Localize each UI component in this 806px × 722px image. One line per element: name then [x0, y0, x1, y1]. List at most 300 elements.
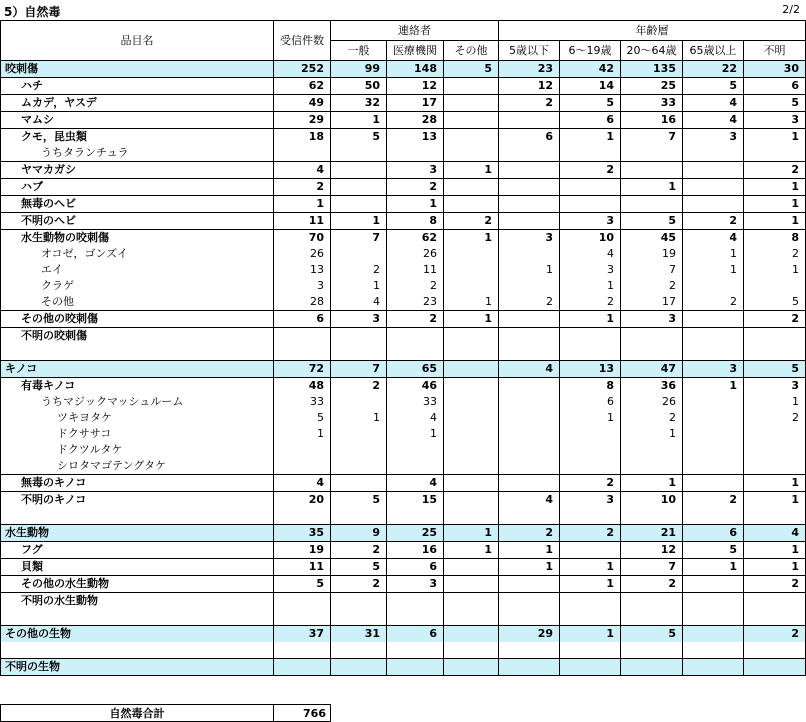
- row-value: [683, 196, 744, 213]
- row-label: フグ: [1, 542, 274, 559]
- col-header-contact-other: その他: [444, 41, 499, 61]
- total-row: [1, 705, 331, 722]
- row-value: [621, 642, 683, 659]
- row-label: うちマジックマッシュルーム: [1, 394, 274, 410]
- row-value: 4: [499, 361, 560, 378]
- row-value: [387, 458, 444, 475]
- table-row: [1, 311, 806, 328]
- row-value: [683, 278, 744, 294]
- row-value: [331, 609, 387, 626]
- row-value: [499, 179, 560, 196]
- row-value: [444, 410, 499, 426]
- row-label: [1, 609, 274, 626]
- row-value: [331, 196, 387, 213]
- row-value: 5: [744, 95, 806, 112]
- row-value: 6: [274, 311, 331, 328]
- row-value: [274, 609, 331, 626]
- row-value: 6: [683, 525, 744, 542]
- row-value: 1: [621, 179, 683, 196]
- row-value: 26: [274, 246, 331, 262]
- row-value: 1: [387, 196, 444, 213]
- row-value: 1: [744, 542, 806, 559]
- row-value: 1: [499, 542, 560, 559]
- row-value: 7: [621, 129, 683, 146]
- table-row: [1, 642, 806, 659]
- row-value: [621, 145, 683, 162]
- row-value: [274, 659, 331, 676]
- row-value: 35: [274, 525, 331, 542]
- row-value: [744, 508, 806, 525]
- row-value: [387, 609, 444, 626]
- row-label: 不明のヘビ: [1, 213, 274, 230]
- row-value: [444, 145, 499, 162]
- row-value: [331, 179, 387, 196]
- row-value: [274, 145, 331, 162]
- table-row: [1, 162, 806, 179]
- table-row: [1, 196, 806, 213]
- row-value: 42: [560, 61, 621, 78]
- row-value: 1: [560, 559, 621, 576]
- row-label: その他: [1, 294, 274, 311]
- row-label: その他の水生動物: [1, 576, 274, 593]
- row-value: 2: [331, 576, 387, 593]
- row-value: [560, 328, 621, 345]
- row-value: 7: [331, 230, 387, 247]
- header-row-1: [1, 21, 806, 41]
- row-value: 3: [560, 213, 621, 230]
- row-value: 8: [560, 378, 621, 395]
- row-value: [683, 344, 744, 361]
- row-value: [499, 609, 560, 626]
- table-row: [1, 61, 806, 78]
- row-value: [499, 246, 560, 262]
- row-value: [560, 426, 621, 442]
- row-value: 1: [560, 129, 621, 146]
- row-value: 4: [744, 525, 806, 542]
- row-value: [499, 394, 560, 410]
- row-value: [274, 458, 331, 475]
- row-value: [444, 394, 499, 410]
- table-row: [1, 626, 806, 643]
- row-value: [683, 145, 744, 162]
- row-value: [621, 162, 683, 179]
- row-value: 5: [683, 542, 744, 559]
- table-row: [1, 378, 806, 395]
- row-value: [499, 213, 560, 230]
- row-value: [387, 659, 444, 676]
- row-value: [331, 508, 387, 525]
- row-value: 28: [387, 112, 444, 129]
- row-value: [331, 145, 387, 162]
- row-value: [387, 642, 444, 659]
- row-value: 1: [744, 213, 806, 230]
- row-label: 咬刺傷: [1, 61, 274, 78]
- row-value: 10: [621, 492, 683, 509]
- row-value: 3: [744, 378, 806, 395]
- row-value: 2: [499, 95, 560, 112]
- row-value: 1: [499, 262, 560, 278]
- row-value: 3: [744, 112, 806, 129]
- row-label: ハブ: [1, 179, 274, 196]
- row-value: [621, 442, 683, 458]
- table-row: [1, 593, 806, 610]
- row-value: 1: [683, 378, 744, 395]
- total-label: 自然毒合計: [1, 705, 274, 722]
- row-label: 貝類: [1, 559, 274, 576]
- row-value: 1: [744, 196, 806, 213]
- col-header-count: 受信件数: [274, 21, 331, 61]
- row-value: [744, 278, 806, 294]
- col-header-age-65plus: 65歳以上: [683, 41, 744, 61]
- row-value: 62: [274, 78, 331, 95]
- row-value: 2: [744, 576, 806, 593]
- row-value: [560, 609, 621, 626]
- row-value: [444, 426, 499, 442]
- row-label: 不明の水生動物: [1, 593, 274, 610]
- row-label: シロタマゴテングタケ: [1, 458, 274, 475]
- row-value: 4: [274, 162, 331, 179]
- row-value: 2: [331, 542, 387, 559]
- row-value: [387, 344, 444, 361]
- row-value: 1: [444, 294, 499, 311]
- row-value: 2: [560, 525, 621, 542]
- row-value: 3: [331, 311, 387, 328]
- row-value: 2: [560, 162, 621, 179]
- table-row: [1, 559, 806, 576]
- table-row: [1, 230, 806, 247]
- row-value: [387, 442, 444, 458]
- row-value: 7: [621, 262, 683, 278]
- row-value: 2: [387, 278, 444, 294]
- row-value: 45: [621, 230, 683, 247]
- row-value: 2: [744, 311, 806, 328]
- row-label: ドクツルタケ: [1, 442, 274, 458]
- row-value: [331, 426, 387, 442]
- row-value: [560, 196, 621, 213]
- row-value: 28: [274, 294, 331, 311]
- table-row: [1, 95, 806, 112]
- row-value: [683, 458, 744, 475]
- row-value: 47: [621, 361, 683, 378]
- row-value: [560, 442, 621, 458]
- col-header-age-6-19: 6～19歳: [560, 41, 621, 61]
- row-value: [744, 344, 806, 361]
- total-value: 766: [274, 705, 331, 722]
- row-value: [444, 378, 499, 395]
- row-value: 1: [683, 559, 744, 576]
- row-value: 6: [560, 394, 621, 410]
- row-value: 21: [621, 525, 683, 542]
- col-group-age: 年齢層: [499, 21, 806, 41]
- table-row: [1, 262, 806, 278]
- row-value: 6: [560, 112, 621, 129]
- row-value: 11: [274, 213, 331, 230]
- table-row: [1, 394, 806, 410]
- row-value: [621, 659, 683, 676]
- table-row: [1, 112, 806, 129]
- row-value: 1: [560, 311, 621, 328]
- row-value: 25: [387, 525, 444, 542]
- row-value: [499, 410, 560, 426]
- row-value: 5: [331, 129, 387, 146]
- row-value: [560, 659, 621, 676]
- row-value: [444, 559, 499, 576]
- row-value: [387, 328, 444, 345]
- row-value: 25: [621, 78, 683, 95]
- row-label: オコゼ，ゴンズイ: [1, 246, 274, 262]
- table-row: [1, 294, 806, 311]
- row-value: 1: [560, 626, 621, 643]
- row-value: 3: [683, 129, 744, 146]
- row-value: 1: [444, 525, 499, 542]
- row-value: [274, 328, 331, 345]
- row-value: 1: [744, 475, 806, 492]
- row-value: 36: [621, 378, 683, 395]
- row-value: 2: [560, 294, 621, 311]
- row-value: 72: [274, 361, 331, 378]
- row-value: 19: [621, 246, 683, 262]
- row-value: 2: [683, 213, 744, 230]
- row-value: 7: [621, 559, 683, 576]
- row-value: 1: [621, 475, 683, 492]
- row-value: [444, 112, 499, 129]
- row-value: [560, 642, 621, 659]
- row-value: [683, 659, 744, 676]
- table-row: [1, 426, 806, 442]
- row-value: [499, 344, 560, 361]
- row-value: [444, 262, 499, 278]
- row-value: [444, 576, 499, 593]
- row-value: 32: [331, 95, 387, 112]
- row-label: 無毒のキノコ: [1, 475, 274, 492]
- row-value: [444, 475, 499, 492]
- row-label: [1, 508, 274, 525]
- row-value: [499, 426, 560, 442]
- row-label: 水生動物の咬刺傷: [1, 230, 274, 247]
- row-value: [621, 593, 683, 610]
- row-value: [331, 442, 387, 458]
- row-value: [444, 278, 499, 294]
- row-value: 3: [560, 492, 621, 509]
- row-value: 29: [274, 112, 331, 129]
- row-value: 17: [621, 294, 683, 311]
- row-value: [331, 246, 387, 262]
- row-value: [683, 609, 744, 626]
- row-value: [683, 593, 744, 610]
- row-value: 2: [621, 410, 683, 426]
- row-value: [444, 458, 499, 475]
- row-value: [444, 196, 499, 213]
- row-label: ドクササコ: [1, 426, 274, 442]
- row-value: [444, 129, 499, 146]
- row-label: ヤマカガシ: [1, 162, 274, 179]
- row-value: 4: [683, 95, 744, 112]
- row-value: 7: [331, 361, 387, 378]
- row-value: [387, 508, 444, 525]
- row-value: 5: [744, 361, 806, 378]
- table-row: [1, 542, 806, 559]
- row-value: 5: [331, 559, 387, 576]
- col-group-contact: 連絡者: [331, 21, 499, 41]
- row-value: [444, 508, 499, 525]
- row-value: 3: [274, 278, 331, 294]
- row-value: [683, 328, 744, 345]
- row-value: [744, 426, 806, 442]
- col-header-contact-medical: 医療機関: [387, 41, 444, 61]
- col-header-age-20-64: 20～64歳: [621, 41, 683, 61]
- row-value: [744, 659, 806, 676]
- row-label: その他の咬刺傷: [1, 311, 274, 328]
- row-value: [499, 278, 560, 294]
- row-value: 5: [621, 626, 683, 643]
- row-value: 2: [331, 262, 387, 278]
- row-value: 2: [499, 294, 560, 311]
- table-row: [1, 361, 806, 378]
- row-value: [683, 508, 744, 525]
- row-value: [560, 458, 621, 475]
- row-value: 26: [387, 246, 444, 262]
- row-value: 10: [560, 230, 621, 247]
- row-value: [444, 642, 499, 659]
- row-value: 12: [387, 78, 444, 95]
- row-value: 31: [331, 626, 387, 643]
- row-value: 12: [499, 78, 560, 95]
- row-value: [444, 246, 499, 262]
- row-value: [621, 458, 683, 475]
- row-label: キノコ: [1, 361, 274, 378]
- row-value: 18: [274, 129, 331, 146]
- row-value: 1: [444, 311, 499, 328]
- row-label: 水生動物: [1, 525, 274, 542]
- row-value: [444, 593, 499, 610]
- row-value: [560, 179, 621, 196]
- row-value: 2: [744, 162, 806, 179]
- row-value: [683, 311, 744, 328]
- row-value: [387, 145, 444, 162]
- row-value: [499, 458, 560, 475]
- table-row: [1, 659, 806, 676]
- row-value: 1: [331, 278, 387, 294]
- row-value: [683, 410, 744, 426]
- row-value: 16: [387, 542, 444, 559]
- row-value: 9: [331, 525, 387, 542]
- table-row: [1, 145, 806, 162]
- row-value: 11: [387, 262, 444, 278]
- row-value: [499, 196, 560, 213]
- row-value: 37: [274, 626, 331, 643]
- row-value: 33: [387, 394, 444, 410]
- row-value: 5: [683, 78, 744, 95]
- row-value: 1: [560, 410, 621, 426]
- row-value: 1: [331, 112, 387, 129]
- row-value: 1: [331, 410, 387, 426]
- row-label: 無毒のヘビ: [1, 196, 274, 213]
- row-value: [499, 475, 560, 492]
- row-value: 2: [274, 179, 331, 196]
- row-value: 12: [621, 542, 683, 559]
- table-row: [1, 344, 806, 361]
- row-value: [499, 311, 560, 328]
- row-value: 6: [744, 78, 806, 95]
- row-value: [683, 394, 744, 410]
- row-value: 2: [387, 179, 444, 196]
- row-value: 6: [387, 626, 444, 643]
- row-value: 1: [621, 426, 683, 442]
- row-value: 6: [499, 129, 560, 146]
- row-value: 8: [387, 213, 444, 230]
- row-value: 1: [444, 230, 499, 247]
- row-value: [744, 328, 806, 345]
- row-value: 1: [444, 542, 499, 559]
- row-value: 1: [683, 262, 744, 278]
- row-value: 252: [274, 61, 331, 78]
- row-value: [683, 576, 744, 593]
- row-label: クラゲ: [1, 278, 274, 294]
- row-value: [274, 593, 331, 610]
- row-value: [683, 162, 744, 179]
- row-value: 2: [621, 576, 683, 593]
- row-value: 2: [560, 475, 621, 492]
- row-value: [683, 475, 744, 492]
- table-row: [1, 246, 806, 262]
- row-value: 1: [744, 559, 806, 576]
- row-label: エイ: [1, 262, 274, 278]
- table-row: [1, 458, 806, 475]
- col-header-age-unknown: 不明: [744, 41, 806, 61]
- row-value: [331, 659, 387, 676]
- row-value: 33: [621, 95, 683, 112]
- row-label: ハチ: [1, 78, 274, 95]
- row-value: 30: [744, 61, 806, 78]
- row-value: [621, 508, 683, 525]
- row-value: [683, 179, 744, 196]
- row-value: 5: [274, 410, 331, 426]
- row-label: クモ，昆虫類: [1, 129, 274, 146]
- table-row: [1, 475, 806, 492]
- row-value: [560, 344, 621, 361]
- table-row: [1, 179, 806, 196]
- row-value: 49: [274, 95, 331, 112]
- row-value: [499, 659, 560, 676]
- table-row: [1, 410, 806, 426]
- row-value: [621, 196, 683, 213]
- row-value: [499, 328, 560, 345]
- row-value: [331, 642, 387, 659]
- row-value: 48: [274, 378, 331, 395]
- row-value: 1: [744, 492, 806, 509]
- row-value: 5: [744, 294, 806, 311]
- row-value: 4: [560, 246, 621, 262]
- row-value: [499, 508, 560, 525]
- row-value: [744, 609, 806, 626]
- row-value: 2: [683, 294, 744, 311]
- table-row: [1, 278, 806, 294]
- col-header-age-0-5: 5歳以下: [499, 41, 560, 61]
- row-value: 5: [274, 576, 331, 593]
- row-value: 22: [683, 61, 744, 78]
- row-value: 11: [274, 559, 331, 576]
- row-value: 1: [331, 213, 387, 230]
- row-value: 1: [560, 278, 621, 294]
- row-value: [744, 145, 806, 162]
- row-value: [744, 593, 806, 610]
- row-value: 4: [387, 475, 444, 492]
- row-value: 1: [560, 576, 621, 593]
- row-value: 50: [331, 78, 387, 95]
- row-value: 3: [387, 162, 444, 179]
- row-value: [499, 378, 560, 395]
- row-label: ムカデ，ヤスデ: [1, 95, 274, 112]
